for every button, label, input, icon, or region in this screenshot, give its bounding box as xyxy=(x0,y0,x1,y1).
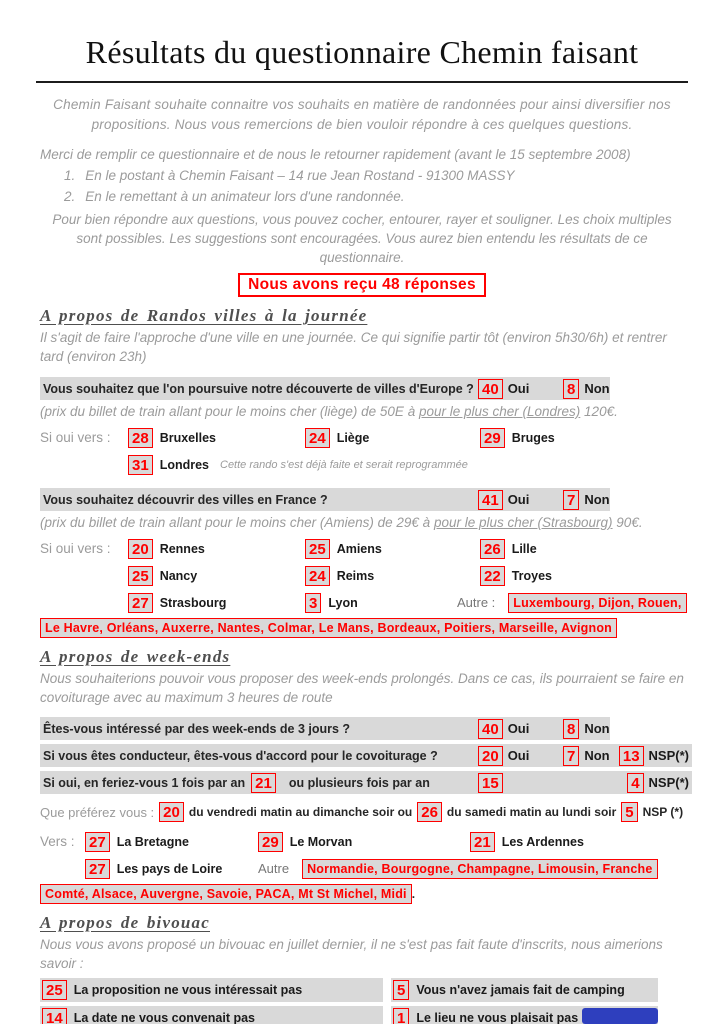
count-box: 25 xyxy=(305,539,330,559)
destination-ardennes xyxy=(470,832,684,852)
footer-blue-box xyxy=(582,1008,658,1024)
autre-answers: Comté, Alsace, Auvergne, Savoie, PACA, Mt St Michel, Midi xyxy=(40,884,412,904)
option-lyon xyxy=(305,593,457,613)
question-text: Êtes-vous intéressé par des week-ends de 3 jours ? xyxy=(43,721,351,736)
option-lille xyxy=(480,539,684,559)
count-box: 7 xyxy=(563,746,579,766)
option-londres xyxy=(128,455,684,475)
bivouac-result-label: La proposition ne vous intéressait pas xyxy=(73,983,303,997)
oui-label: Oui xyxy=(507,492,530,507)
count-box: 25 xyxy=(128,566,153,586)
count-box: 24 xyxy=(305,428,330,448)
count-box: 40 xyxy=(478,719,503,739)
destinations-row-1 xyxy=(40,830,684,853)
option-note: Cette rando s'est déjà faite et serait reprogrammée xyxy=(220,458,468,471)
count-box: 31 xyxy=(128,455,153,475)
price-note-prefix: (prix du billet de train allant pour le moins cher (Amiens) de 29€ à xyxy=(40,515,434,530)
non-label: Non xyxy=(584,748,610,763)
count-box: 13 xyxy=(619,746,644,766)
responses-banner: Nous avons reçu 48 réponses xyxy=(238,273,486,297)
answer-oui xyxy=(478,744,529,767)
bivouac-result xyxy=(391,978,658,1002)
count-box: 4 xyxy=(627,773,643,793)
section-heading-weekends: A propos de week-ends xyxy=(40,647,231,666)
section-subtitle-villes: Il s'agit de faire l'approche d'une ville en une journée. Ce qui signifie partir tôt (environ 5h30/6h) et rentrer tard (environ 23h) xyxy=(40,330,667,364)
return-item-number: 1. xyxy=(64,168,76,183)
destination-pays-de-loire xyxy=(85,859,258,879)
question-row-europe xyxy=(40,377,610,400)
question-text: Si vous êtes conducteur, êtes-vous d'accord pour le covoiturage ? xyxy=(43,748,438,763)
count-box: 5 xyxy=(621,802,637,822)
nsp-label: NSP(*) xyxy=(648,775,689,790)
option-troyes xyxy=(480,566,684,586)
count-box: 27 xyxy=(85,832,110,852)
doc-title: Résultats du questionnaire Chemin faisant xyxy=(85,34,639,70)
option-label: Nancy xyxy=(159,568,198,583)
section-heading-bivouac: A propos de bivouac xyxy=(40,913,210,932)
europe-options-row-2 xyxy=(40,453,684,476)
oui-label: Oui xyxy=(507,381,530,396)
destination-label: Les pays de Loire xyxy=(116,861,223,876)
prefer-option-a: du vendredi matin au dimanche soir ou xyxy=(188,805,413,819)
option-bruges xyxy=(480,428,684,448)
return-item xyxy=(64,187,684,207)
europe-options-row-1 xyxy=(40,426,684,449)
option-amiens xyxy=(305,539,480,559)
france-options-row-1 xyxy=(40,537,684,560)
question-row-frequence xyxy=(40,771,692,794)
bivouac-result-label: Le lieu ne vous plaisait pas xyxy=(416,1011,579,1024)
autre-label: Autre xyxy=(258,861,290,876)
howto-note: Pour bien répondre aux questions, vous pouvez cocher, entourer, rayer et souligner. Les choix multiples sont possibles. Les suggestions sont encouragées. Vous aurez bien entendu les résultats de ce questionnaire. xyxy=(52,212,672,265)
count-box: 5 xyxy=(393,980,409,1000)
bivouac-results-row-1 xyxy=(40,978,684,1002)
autre-weekends-continued xyxy=(40,884,684,904)
option-nancy xyxy=(128,566,305,586)
question-row-weekend-3jours xyxy=(40,717,610,740)
answer-nsp xyxy=(619,744,689,767)
count-box: 7 xyxy=(563,490,579,510)
non-label: Non xyxy=(584,381,610,396)
option-strasbourg xyxy=(128,593,305,613)
destinations-row-2 xyxy=(40,857,684,880)
option-label: Rennes xyxy=(159,541,205,556)
section-subtitle-weekends: Nous souhaiterions pouvoir vous proposer des week-ends prolongés. Dans ce cas, ils pourraient se faire en covoiturage avec au maximum 3 heures de route xyxy=(40,671,684,705)
question-text: Vous souhaitez découvrir des villes en France ? xyxy=(43,492,328,507)
question-text: Si oui, en feriez-vous 1 fois par an xyxy=(43,775,246,790)
answer-non xyxy=(563,377,610,400)
count-box: 1 xyxy=(393,1008,409,1024)
count-box: 3 xyxy=(305,593,321,613)
return-item-text: En le postant à Chemin Faisant – 14 rue Jean Rostand - 91300 MASSY xyxy=(85,168,515,183)
destination-bretagne xyxy=(85,832,258,852)
answer-oui xyxy=(478,377,529,400)
count-box: 27 xyxy=(85,859,110,879)
question-text: Vous souhaitez que l'on poursuive notre découverte de villes d'Europe ? xyxy=(43,381,474,396)
prefer-line xyxy=(40,802,684,822)
price-note-underlined: pour le plus cher (Strasbourg) xyxy=(433,515,613,530)
count-box: 20 xyxy=(128,539,153,559)
prefer-lead: Que préférez vous : xyxy=(40,804,155,820)
autre-answers: Normandie, Bourgogne, Champagne, Limousin, Franche xyxy=(302,859,657,879)
vers-label: Vers : xyxy=(40,834,75,849)
count-box: 15 xyxy=(478,773,503,793)
nsp-label: NSP(*) xyxy=(648,748,689,763)
option-bruxelles xyxy=(128,428,305,448)
price-note-suffix: 120€. xyxy=(580,404,618,419)
count-box: 14 xyxy=(42,1008,67,1024)
destination-label: La Bretagne xyxy=(116,834,189,849)
bivouac-result xyxy=(40,978,383,1002)
autre-period: . xyxy=(411,887,416,901)
answer-nsp xyxy=(627,771,689,794)
count-box: 28 xyxy=(128,428,153,448)
count-box: 20 xyxy=(478,746,503,766)
answer-oui xyxy=(478,488,529,511)
option-label: Bruges xyxy=(511,430,555,445)
option-label: Liège xyxy=(336,430,370,445)
return-item-number: 2. xyxy=(64,189,76,204)
answer-plusieurs xyxy=(478,771,503,794)
autre-label: Autre : xyxy=(457,595,496,610)
bivouac-result xyxy=(40,1006,383,1024)
section-heading-villes: A propos de Randos villes à la journée xyxy=(40,306,368,325)
count-box: 8 xyxy=(563,719,579,739)
autre-weekends xyxy=(258,859,684,879)
france-options-row-3 xyxy=(40,591,684,614)
question-row-covoiturage xyxy=(40,744,692,767)
autre-answers: Le Havre, Orléans, Auxerre, Nantes, Colmar, Le Mans, Bordeaux, Poitiers, Marseille, Avignon xyxy=(40,618,617,638)
count-box: 40 xyxy=(478,379,503,399)
count-box: 27 xyxy=(128,593,153,613)
answer-non xyxy=(563,744,610,767)
france-options-row-2 xyxy=(40,564,684,587)
si-oui-label: Si oui vers : xyxy=(40,430,111,445)
count-box: 21 xyxy=(470,832,495,852)
autre-france-continued xyxy=(40,618,684,638)
option-reims xyxy=(305,566,480,586)
option-label: Amiens xyxy=(336,541,382,556)
answer-non xyxy=(563,488,610,511)
non-label: Non xyxy=(584,721,610,736)
count-box: 29 xyxy=(480,428,505,448)
nsp-label: NSP (*) xyxy=(642,805,684,819)
prefer-option-b: du samedi matin au lundi soir xyxy=(446,805,617,819)
option-label: Troyes xyxy=(511,568,552,583)
option-label: Reims xyxy=(336,568,375,583)
count-box: 20 xyxy=(159,802,184,822)
return-instructions: Merci de remplir ce questionnaire et de nous le retourner rapidement (avant le 15 septembre 2008) xyxy=(40,147,631,162)
count-box: 24 xyxy=(305,566,330,586)
question-text: ou plusieurs fois par an xyxy=(288,775,430,790)
section-subtitle-bivouac: Nous vous avons proposé un bivouac en juillet dernier, il ne s'est pas fait faute d'inscrits, nous aimerions savoir : xyxy=(40,937,663,971)
price-note-suffix: 90€. xyxy=(612,515,643,530)
si-oui-label: Si oui vers : xyxy=(40,541,111,556)
count-box: 41 xyxy=(478,490,503,510)
title-rule xyxy=(36,81,688,83)
banner-wrap xyxy=(0,273,724,297)
answer-oui xyxy=(478,717,529,740)
count-box: 22 xyxy=(480,566,505,586)
return-item-text: En le remettant à un animateur lors d'une randonnée. xyxy=(85,189,405,204)
option-label: Strasbourg xyxy=(159,595,227,610)
bivouac-result-label: Vous n'avez jamais fait de camping xyxy=(416,983,625,997)
price-note-france xyxy=(40,513,684,532)
count-box: 26 xyxy=(480,539,505,559)
destination-label: Les Ardennes xyxy=(501,834,584,849)
count-box: 8 xyxy=(563,379,579,399)
autre-answers: Luxembourg, Dijon, Rouen, xyxy=(508,593,686,613)
option-liege xyxy=(305,428,480,448)
option-label: Londres xyxy=(159,457,209,472)
price-note-prefix: (prix du billet de train allant pour le moins cher (liège) de 50E à xyxy=(40,404,419,419)
answer-non xyxy=(563,717,610,740)
oui-label: Oui xyxy=(507,748,530,763)
question-row-france xyxy=(40,488,610,511)
bivouac-result-label: La date ne vous convenait pas xyxy=(73,1011,255,1024)
count-box: 26 xyxy=(417,802,442,822)
destination-morvan xyxy=(258,832,470,852)
count-box: 25 xyxy=(42,980,67,1000)
autre-france xyxy=(457,593,687,613)
destination-label: Le Morvan xyxy=(289,834,353,849)
option-label: Lille xyxy=(511,541,537,556)
count-box: 21 xyxy=(251,773,276,793)
oui-label: Oui xyxy=(507,721,530,736)
option-label: Lyon xyxy=(328,595,358,610)
count-box: 29 xyxy=(258,832,283,852)
return-item xyxy=(64,166,684,186)
option-rennes xyxy=(128,539,305,559)
price-note-underlined: pour le plus cher (Londres) xyxy=(418,404,581,419)
intro-lead: Chemin Faisant souhaite connaitre vos souhaits en matière de randonnées pour ainsi diversifier nos propositions. Nous vous remercions de bien vouloir répondre à ces quelques questions. xyxy=(53,97,671,132)
option-label: Bruxelles xyxy=(159,430,216,445)
non-label: Non xyxy=(584,492,610,507)
price-note-europe xyxy=(40,402,684,421)
